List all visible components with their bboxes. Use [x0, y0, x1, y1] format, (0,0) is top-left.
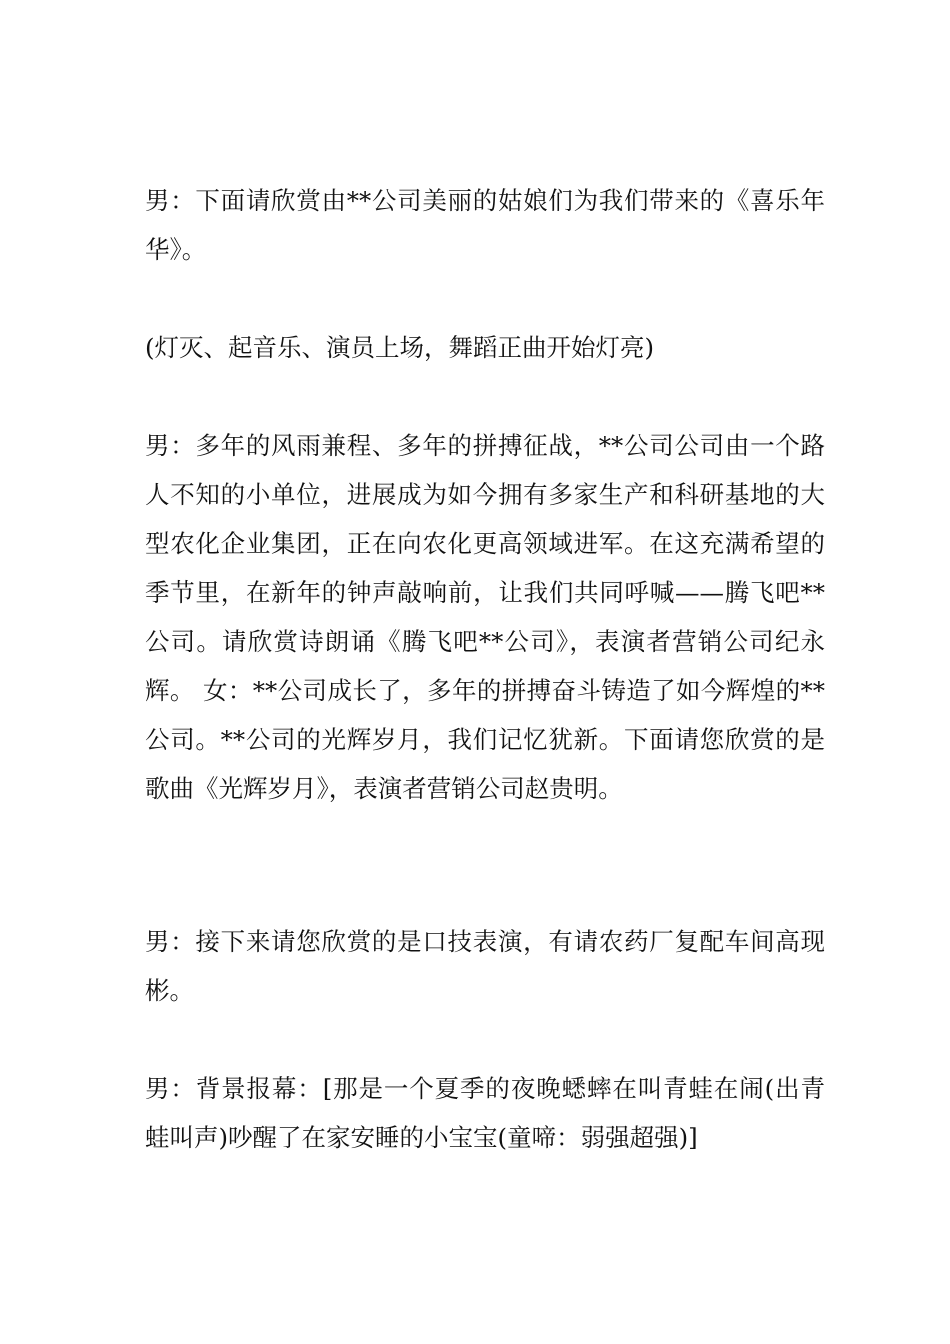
paragraph-stage-direction: (灯灭、起音乐、演员上场，舞蹈正曲开始灯亮)	[145, 333, 655, 362]
paragraph-poem-and-song: 男：多年的风雨兼程、多年的拼搏征战，**公司公司由一个路人不知的小单位，进展成为如今拥有多家生产和科研基地的大型农化企业集团，正在向农化更高领域进军。在这充满希望的季节里，在新年的钟声敲响前，让我们共同呼喊——腾飞吧**公司。请欣赏诗朗诵《腾飞吧**公司》，表演者营销公司纪永辉。 女：**公司成长了，多年的拼搏奋斗铸造了如今辉煌的**公司。**公司的光辉岁月，我们记忆犹新。下面请您欣赏的是歌曲《光辉岁月》，表演者营销公司赵贵明。	[145, 431, 825, 803]
paragraph-background-announcement: 男：背景报幕：[那是一个夏季的夜晚蟋蟀在叫青蛙在闹(出青蛙叫声)吵醒了在家安睡的小宝宝(童啼：弱强超强)]	[145, 1074, 825, 1152]
paragraph-vocal-mimicry: 男：接下来请您欣赏的是口技表演，有请农药厂复配车间高现彬。	[145, 927, 825, 1005]
paragraph-intro-dance: 男：下面请欣赏由**公司美丽的姑娘们为我们带来的《喜乐年华》。	[145, 186, 825, 264]
